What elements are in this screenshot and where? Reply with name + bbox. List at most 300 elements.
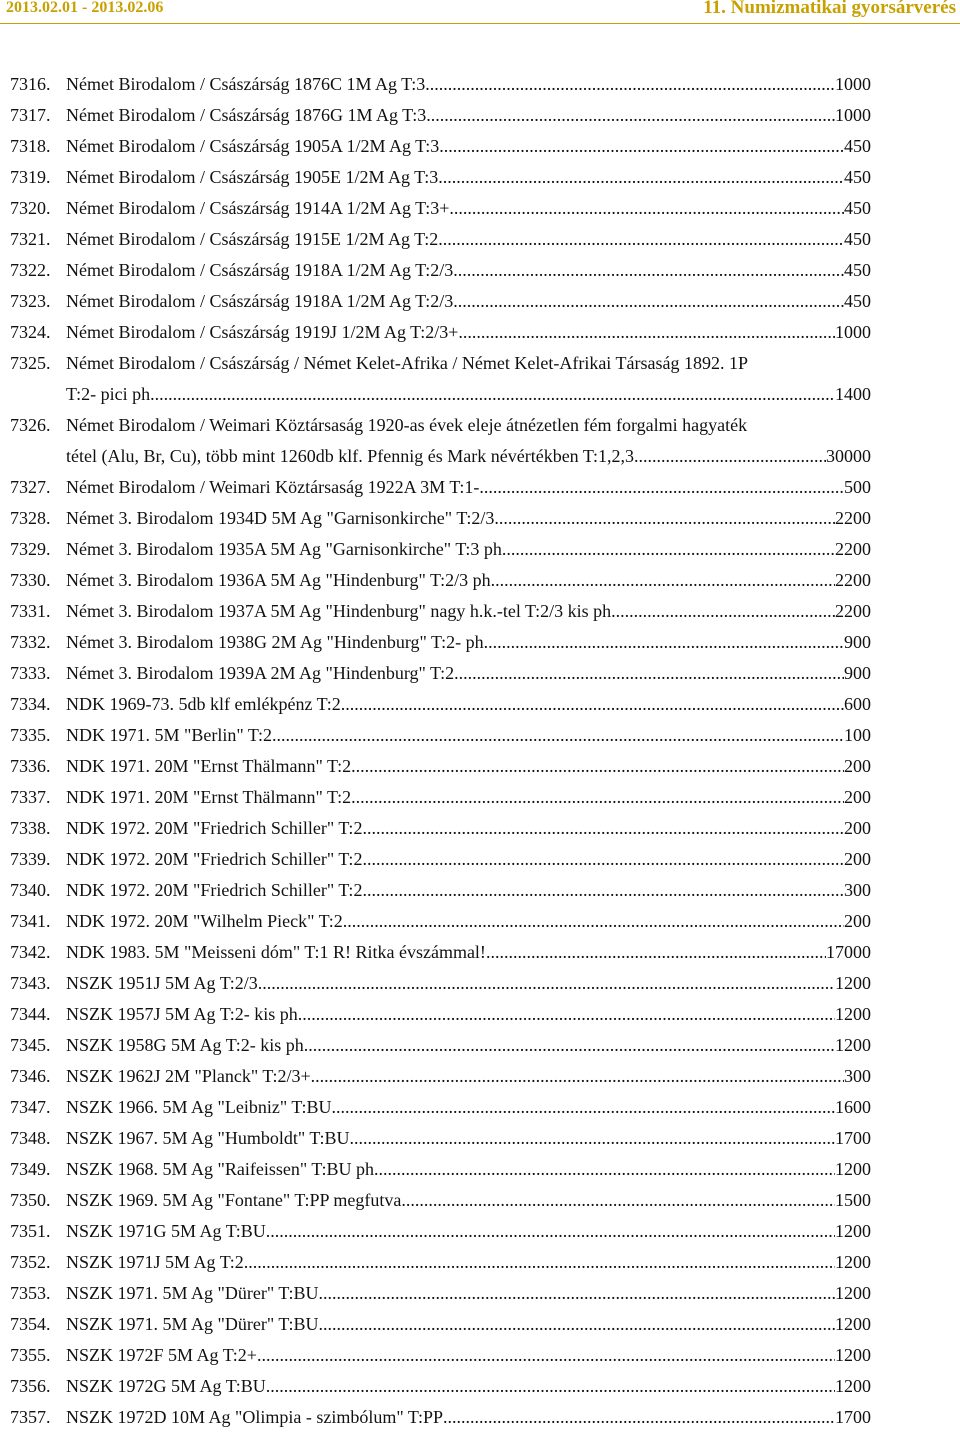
lot-description: NSZK 1958G 5M Ag T:2- kis ph. xyxy=(66,1035,309,1055)
lot-item xyxy=(0,565,960,596)
lot-description: NDK 1971. 5M "Berlin" T:2 xyxy=(66,725,272,745)
lot-line xyxy=(66,472,871,503)
lot-number: 7350. xyxy=(10,1190,51,1210)
lot-price: 300 xyxy=(844,880,871,900)
dot-leader xyxy=(506,534,835,565)
lot-item xyxy=(0,875,960,906)
lot-body xyxy=(66,255,871,286)
lot-description: NDK 1972. 20M "Wilhelm Pieck" T:2 xyxy=(66,911,343,931)
lot-line xyxy=(66,1154,871,1185)
lot-item xyxy=(0,472,960,503)
lot-line xyxy=(66,813,871,844)
lot-description: NSZK 1957J 5M Ag T:2- kis ph. xyxy=(66,1004,303,1024)
lot-line xyxy=(66,69,871,100)
lot-number: 7343. xyxy=(10,973,51,993)
lot-line xyxy=(66,968,871,999)
dot-leader xyxy=(425,69,835,100)
lot-line xyxy=(66,1309,871,1340)
lot-number: 7317. xyxy=(10,105,51,125)
lot-number: 7332. xyxy=(10,632,51,652)
dot-leader xyxy=(311,1061,844,1092)
lot-item xyxy=(0,69,960,100)
lot-item xyxy=(0,286,960,317)
lot-line xyxy=(66,1247,871,1278)
lot-line xyxy=(66,1278,871,1309)
lot-body xyxy=(66,1340,871,1371)
lot-price: 1000 xyxy=(835,105,871,125)
dot-leader xyxy=(454,658,844,689)
lot-description: NSZK 1971G 5M Ag T:BU xyxy=(66,1221,266,1241)
lot-price: 1200 xyxy=(835,1283,871,1303)
lot-line xyxy=(66,999,871,1030)
lot-body xyxy=(66,1185,871,1216)
lot-price: 1600 xyxy=(835,1097,871,1117)
lot-item xyxy=(0,131,960,162)
lot-description: Német Birodalom / Császárság 1919J 1/2M Ag T:2/3+ xyxy=(66,322,459,342)
lot-item xyxy=(0,503,960,534)
lot-body xyxy=(66,565,871,596)
lot-price: 1700 xyxy=(835,1128,871,1148)
lot-number: 7325. xyxy=(10,353,51,373)
lot-list xyxy=(0,69,960,1433)
lot-line xyxy=(66,751,871,782)
lot-body xyxy=(66,596,871,627)
lot-line xyxy=(66,131,871,162)
dot-leader xyxy=(443,1402,835,1433)
lot-number: 7346. xyxy=(10,1066,51,1086)
lot-item xyxy=(0,1123,960,1154)
dot-leader xyxy=(351,782,844,813)
lot-price: 1700 xyxy=(835,1407,871,1427)
lot-body xyxy=(66,1154,871,1185)
lot-item xyxy=(0,627,960,658)
lot-item xyxy=(0,906,960,937)
lot-description: NDK 1972. 20M "Friedrich Schiller" T:2 xyxy=(66,818,363,838)
lot-number: 7338. xyxy=(10,818,51,838)
lot-description-first-line: Német Birodalom / Császárság / Német Kelet-Afrika / Német Kelet-Afrikai Társaság 1892. 1P xyxy=(66,353,748,373)
lot-item xyxy=(0,937,960,968)
lot-body xyxy=(66,1278,871,1309)
lot-description: tétel (Alu, Br, Cu), több mint 1260db klf. Pfennig és Mark névértékben T:1,2,3 xyxy=(66,446,634,466)
lot-description: NDK 1971. 20M "Ernst Thälmann" T:2 xyxy=(66,787,352,807)
lot-description: NDK 1983. 5M "Meisseni dóm" T:1 R! Ritka évszámmal! xyxy=(66,942,486,962)
lot-price: 2200 xyxy=(835,508,871,528)
lot-number: 7352. xyxy=(10,1252,51,1272)
dot-leader xyxy=(438,224,844,255)
lot-number: 7333. xyxy=(10,663,51,683)
lot-description: NSZK 1972G 5M Ag T:BU xyxy=(66,1376,266,1396)
lot-body xyxy=(66,472,871,503)
lot-line xyxy=(66,1340,871,1371)
lot-description: Német 3. Birodalom 1937A 5M Ag "Hindenburg" nagy h.k.-tel T:2/3 kis ph. xyxy=(66,601,616,621)
auction-dates: 2013.02.01 - 2013.02.06 xyxy=(6,0,164,16)
lot-body xyxy=(66,100,871,131)
auction-title: 11. Numizmatikai gyorsárverés xyxy=(703,0,956,18)
lot-item xyxy=(0,534,960,565)
lot-body xyxy=(66,1061,871,1092)
lot-description: Német Birodalom / Császárság 1918A 1/2M Ag T:2/3 xyxy=(66,260,454,280)
lot-body xyxy=(66,968,871,999)
lot-line xyxy=(66,193,871,224)
lot-line xyxy=(66,937,871,968)
lot-price: 200 xyxy=(844,756,871,776)
lot-body xyxy=(66,844,871,875)
lot-number: 7345. xyxy=(10,1035,51,1055)
dot-leader xyxy=(438,162,844,193)
lot-price: 900 xyxy=(844,632,871,652)
lot-description: Német Birodalom / Császárság 1876C 1M Ag T:3 xyxy=(66,74,426,94)
lot-description: NSZK 1967. 5M Ag "Humboldt" T:BU xyxy=(66,1128,350,1148)
lot-body xyxy=(66,1247,871,1278)
lot-number: 7324. xyxy=(10,322,51,342)
lot-item xyxy=(0,1402,960,1433)
lot-price: 1000 xyxy=(835,322,871,342)
lot-item xyxy=(0,317,960,348)
lot-price: 500 xyxy=(844,477,871,497)
lot-number: 7321. xyxy=(10,229,51,249)
lot-item xyxy=(0,255,960,286)
lot-price: 600 xyxy=(844,694,871,714)
lot-number: 7336. xyxy=(10,756,51,776)
dot-leader xyxy=(244,1247,835,1278)
lot-item xyxy=(0,782,960,813)
lot-line xyxy=(66,906,871,937)
lot-price: 1200 xyxy=(835,973,871,993)
lot-description: NSZK 1951J 5M Ag T:2/3 xyxy=(66,973,258,993)
lot-line xyxy=(66,379,871,410)
dot-leader xyxy=(495,565,835,596)
lot-line xyxy=(66,720,871,751)
lot-description: Német Birodalom / Császárság 1876G 1M Ag T:3 xyxy=(66,105,427,125)
lot-number: 7323. xyxy=(10,291,51,311)
lot-price: 450 xyxy=(844,229,871,249)
lot-body xyxy=(66,348,871,410)
lot-number: 7339. xyxy=(10,849,51,869)
lot-number: 7353. xyxy=(10,1283,51,1303)
lot-description: Német Birodalom / Császárság 1905E 1/2M Ag T:3 xyxy=(66,167,439,187)
lot-number: 7348. xyxy=(10,1128,51,1148)
lot-item xyxy=(0,100,960,131)
lot-line xyxy=(66,782,871,813)
lot-line xyxy=(66,1092,871,1123)
lot-description: NSZK 1972D 10M Ag "Olimpia - szimbólum" T:PP xyxy=(66,1407,443,1427)
lot-number: 7335. xyxy=(10,725,51,745)
lot-price: 1400 xyxy=(835,384,871,404)
lot-description: NSZK 1971J 5M Ag T:2 xyxy=(66,1252,244,1272)
lot-item xyxy=(0,1247,960,1278)
lot-body xyxy=(66,937,871,968)
dot-leader xyxy=(362,875,844,906)
lot-body xyxy=(66,1030,871,1061)
lot-line xyxy=(66,317,871,348)
lot-line xyxy=(66,1030,871,1061)
lot-line xyxy=(66,255,871,286)
lot-body xyxy=(66,999,871,1030)
lot-line xyxy=(66,1185,871,1216)
lot-price: 1200 xyxy=(835,1252,871,1272)
lot-item xyxy=(0,689,960,720)
lot-price: 200 xyxy=(844,849,871,869)
dot-leader xyxy=(308,1030,835,1061)
lot-description: NDK 1972. 20M "Friedrich Schiller" T:2 xyxy=(66,849,363,869)
lot-line xyxy=(66,162,871,193)
lot-body xyxy=(66,503,871,534)
lot-price: 450 xyxy=(844,136,871,156)
lot-body xyxy=(66,1092,871,1123)
lot-number: 7334. xyxy=(10,694,51,714)
lot-price: 450 xyxy=(844,260,871,280)
lot-price: 200 xyxy=(844,911,871,931)
lot-description: NDK 1971. 20M "Ernst Thälmann" T:2 xyxy=(66,756,352,776)
lot-line xyxy=(66,224,871,255)
lot-price: 2200 xyxy=(835,539,871,559)
lot-description: Német Birodalom / Császárság 1905A 1/2M Ag T:3 xyxy=(66,136,440,156)
lot-price: 1200 xyxy=(835,1314,871,1334)
lot-number: 7320. xyxy=(10,198,51,218)
lot-description: Német Birodalom / Weimari Köztársaság 1922A 3M T:1- xyxy=(66,477,480,497)
lot-item xyxy=(0,1340,960,1371)
lot-item xyxy=(0,193,960,224)
dot-leader xyxy=(155,379,835,410)
lot-body xyxy=(66,1402,871,1433)
lot-line xyxy=(66,596,871,627)
lot-number: 7319. xyxy=(10,167,51,187)
lot-description: Német 3. Birodalom 1934D 5M Ag "Garnisonkirche" T:2/3 xyxy=(66,508,495,528)
lot-number: 7354. xyxy=(10,1314,51,1334)
lot-description: Német 3. Birodalom 1935A 5M Ag "Garnisonkirche" T:3 ph. xyxy=(66,539,507,559)
lot-number: 7344. xyxy=(10,1004,51,1024)
dot-leader xyxy=(302,999,835,1030)
lot-item xyxy=(0,1216,960,1247)
lot-description: Német Birodalom / Császárság 1914A 1/2M Ag T:3+ xyxy=(66,198,450,218)
lot-price: 1200 xyxy=(835,1345,871,1365)
lot-line xyxy=(66,658,871,689)
lot-description: NSZK 1962J 2M "Planck" T:2/3+ xyxy=(66,1066,311,1086)
lot-price: 30000 xyxy=(826,446,871,466)
lot-item xyxy=(0,1061,960,1092)
lot-description: NDK 1972. 20M "Friedrich Schiller" T:2 xyxy=(66,880,363,900)
lot-price: 900 xyxy=(844,663,871,683)
lot-price: 450 xyxy=(844,198,871,218)
dot-leader xyxy=(634,441,826,472)
lot-item xyxy=(0,658,960,689)
lot-body xyxy=(66,317,871,348)
lot-number: 7330. xyxy=(10,570,51,590)
lot-number: 7329. xyxy=(10,539,51,559)
lot-description: NSZK 1966. 5M Ag "Leibniz" T:BU xyxy=(66,1097,332,1117)
lot-item xyxy=(0,1278,960,1309)
dot-leader xyxy=(266,1216,835,1247)
lot-item xyxy=(0,224,960,255)
lot-body xyxy=(66,1309,871,1340)
lot-item xyxy=(0,1185,960,1216)
lot-item xyxy=(0,999,960,1030)
lot-line xyxy=(66,534,871,565)
lot-price: 200 xyxy=(844,787,871,807)
lot-price: 1200 xyxy=(835,1004,871,1024)
lot-price: 1200 xyxy=(835,1035,871,1055)
lot-description: NSZK 1972F 5M Ag T:2+ xyxy=(66,1345,257,1365)
lot-line xyxy=(66,1402,871,1433)
lot-body xyxy=(66,131,871,162)
lot-body xyxy=(66,1371,871,1402)
lot-body xyxy=(66,627,871,658)
lot-description: Német Birodalom / Császárság 1918A 1/2M Ag T:2/3 xyxy=(66,291,454,311)
dot-leader xyxy=(318,1278,835,1309)
lot-body xyxy=(66,875,871,906)
lot-line xyxy=(66,875,871,906)
lot-description: NSZK 1969. 5M Ag "Fontane" T:PP megfutva xyxy=(66,1190,402,1210)
lot-price: 100 xyxy=(844,725,871,745)
lot-description: Német 3. Birodalom 1939A 2M Ag "Hindenburg" T:2 xyxy=(66,663,455,683)
lot-number: 7347. xyxy=(10,1097,51,1117)
dot-leader xyxy=(449,193,844,224)
lot-item xyxy=(0,844,960,875)
lot-body xyxy=(66,224,871,255)
page-header xyxy=(0,0,960,28)
lot-number: 7318. xyxy=(10,136,51,156)
dot-leader xyxy=(458,317,835,348)
lot-item xyxy=(0,162,960,193)
lot-number: 7341. xyxy=(10,911,51,931)
lot-number: 7356. xyxy=(10,1376,51,1396)
lot-body xyxy=(66,906,871,937)
dot-leader xyxy=(401,1185,835,1216)
lot-number: 7316. xyxy=(10,74,51,94)
lot-description: Német 3. Birodalom 1936A 5M Ag "Hindenburg" T:2/3 ph. xyxy=(66,570,496,590)
lot-price: 2200 xyxy=(835,570,871,590)
dot-leader xyxy=(362,813,844,844)
lot-line xyxy=(66,627,871,658)
lot-body xyxy=(66,534,871,565)
dot-leader xyxy=(439,131,844,162)
lot-line xyxy=(66,1371,871,1402)
lot-body xyxy=(66,658,871,689)
lot-item xyxy=(0,410,960,472)
lot-price: 1200 xyxy=(835,1159,871,1179)
lot-item xyxy=(0,1371,960,1402)
dot-leader xyxy=(426,100,835,131)
dot-leader xyxy=(453,255,844,286)
lot-item xyxy=(0,1154,960,1185)
lot-description: Német Birodalom / Császárság 1915E 1/2M Ag T:2 xyxy=(66,229,439,249)
lot-line xyxy=(66,1216,871,1247)
dot-leader xyxy=(350,1123,836,1154)
lot-number: 7326. xyxy=(10,415,51,435)
lot-line xyxy=(66,503,871,534)
lot-price: 17000 xyxy=(826,942,871,962)
lot-price: 1200 xyxy=(835,1221,871,1241)
lot-body xyxy=(66,410,871,472)
dot-leader xyxy=(351,751,844,782)
dot-leader xyxy=(479,472,844,503)
lot-description: NSZK 1968. 5M Ag "Raifeissen" T:BU ph. xyxy=(66,1159,379,1179)
dot-leader xyxy=(488,627,844,658)
lot-line xyxy=(66,689,871,720)
lot-item xyxy=(0,1030,960,1061)
lot-item xyxy=(0,1309,960,1340)
lot-body xyxy=(66,720,871,751)
lot-number: 7331. xyxy=(10,601,51,621)
lot-number: 7357. xyxy=(10,1407,51,1427)
lot-item xyxy=(0,968,960,999)
lot-body xyxy=(66,782,871,813)
lot-body xyxy=(66,69,871,100)
lot-line xyxy=(66,100,871,131)
lot-number: 7328. xyxy=(10,508,51,528)
dot-leader xyxy=(486,937,826,968)
lot-item xyxy=(0,596,960,627)
lot-number: 7342. xyxy=(10,942,51,962)
lot-description: NDK 1969-73. 5db klf emlékpénz T:2 xyxy=(66,694,341,714)
dot-leader xyxy=(343,906,844,937)
lot-item xyxy=(0,751,960,782)
lot-line xyxy=(66,286,871,317)
lot-line xyxy=(66,1061,871,1092)
dot-leader xyxy=(272,720,844,751)
lot-price: 2200 xyxy=(835,601,871,621)
lot-description-first-line: Német Birodalom / Weimari Köztársaság 1920-as évek eleje átnézetlen fém forgalmi hagyaték xyxy=(66,415,748,435)
lot-line xyxy=(66,441,871,472)
dot-leader xyxy=(453,286,844,317)
lot-price: 200 xyxy=(844,818,871,838)
dot-leader xyxy=(318,1309,835,1340)
lot-item xyxy=(0,348,960,410)
header-divider xyxy=(0,23,960,24)
lot-body xyxy=(66,689,871,720)
dot-leader xyxy=(257,1340,835,1371)
lot-price: 1500 xyxy=(835,1190,871,1210)
lot-line xyxy=(66,844,871,875)
lot-number: 7327. xyxy=(10,477,51,497)
lot-price: 1200 xyxy=(835,1376,871,1396)
dot-leader xyxy=(341,689,844,720)
lot-line xyxy=(66,1123,871,1154)
dot-leader xyxy=(616,596,835,627)
lot-body xyxy=(66,162,871,193)
dot-leader xyxy=(266,1371,835,1402)
dot-leader xyxy=(258,968,835,999)
lot-body xyxy=(66,1216,871,1247)
dot-leader xyxy=(378,1154,835,1185)
lot-price: 300 xyxy=(844,1066,871,1086)
lot-price: 450 xyxy=(844,291,871,311)
dot-leader xyxy=(331,1092,835,1123)
lot-description: NSZK 1971. 5M Ag "Dürer" T:BU xyxy=(66,1314,319,1334)
lot-price: 1000 xyxy=(835,74,871,94)
lot-body xyxy=(66,286,871,317)
lot-number: 7355. xyxy=(10,1345,51,1365)
lot-item xyxy=(0,813,960,844)
lot-body xyxy=(66,1123,871,1154)
lot-description: NSZK 1971. 5M Ag "Dürer" T:BU xyxy=(66,1283,319,1303)
lot-body xyxy=(66,193,871,224)
lot-description: Német 3. Birodalom 1938G 2M Ag "Hindenburg" T:2- ph. xyxy=(66,632,489,652)
lot-number: 7351. xyxy=(10,1221,51,1241)
lot-line xyxy=(66,565,871,596)
lot-body xyxy=(66,751,871,782)
lot-price: 450 xyxy=(844,167,871,187)
lot-number: 7322. xyxy=(10,260,51,280)
dot-leader xyxy=(362,844,844,875)
lot-item xyxy=(0,720,960,751)
lot-description: T:2- pici ph. xyxy=(66,384,155,404)
lot-number: 7340. xyxy=(10,880,51,900)
lot-number: 7337. xyxy=(10,787,51,807)
lot-number: 7349. xyxy=(10,1159,51,1179)
dot-leader xyxy=(494,503,835,534)
lot-item xyxy=(0,1092,960,1123)
